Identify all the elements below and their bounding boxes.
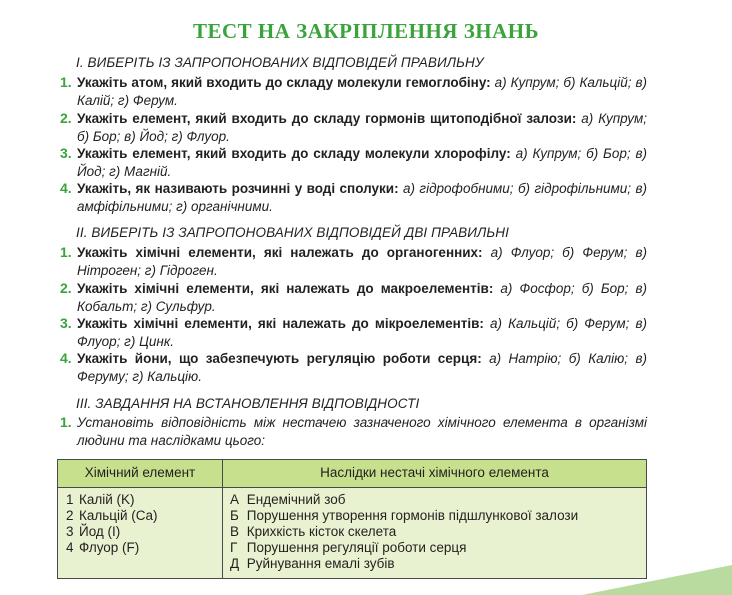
row-key: Д — [230, 556, 240, 571]
question-text — [77, 280, 647, 316]
row-key: А — [230, 492, 240, 507]
question-number: 3. — [60, 145, 72, 161]
question-text — [77, 350, 647, 386]
question-prompt: Укажіть йони, що забезпечують регуляцію роботи серця: — [77, 351, 482, 366]
table-row — [230, 524, 578, 540]
row-text: Крихкість кісток скелета — [246, 524, 397, 539]
row-key: 1 — [66, 492, 74, 507]
question-number: 1. — [60, 74, 72, 90]
question-text — [77, 315, 647, 351]
row-text: Ендемічний зоб — [246, 492, 346, 507]
row-key: 3 — [66, 524, 74, 539]
question-text — [77, 145, 647, 181]
row-key: В — [230, 524, 240, 539]
question-text — [77, 74, 647, 110]
row-key: 2 — [66, 508, 74, 523]
row-text: Флуор (F) — [79, 540, 140, 555]
question-number: 4. — [60, 350, 72, 366]
table-row — [66, 492, 158, 508]
question-answers: а) Фосфор; б) Бор; в) Кобальт; г) Сульфур. — [77, 281, 647, 314]
table-row — [66, 508, 158, 524]
question-answers: а) Купрум; б) Бор; в) Йод; г) Флуор. — [77, 111, 647, 144]
row-text: Порушення регуляції роботи серця — [246, 540, 467, 555]
table-row — [230, 508, 578, 524]
corner-swoosh-decoration — [582, 565, 732, 595]
section-heading-2: ІІ. ВИБЕРІТЬ ІЗ ЗАПРОПОНОВАНИХ ВІДПОВІДЕЙ ДВІ ПРАВИЛЬНІ — [76, 225, 509, 240]
table-header-elements: Хімічний елемент — [84, 465, 196, 480]
question-text — [77, 110, 647, 146]
row-text: Йод (I) — [79, 524, 121, 539]
question-answers: а) Купрум; б) Бор; в) Йод; г) Магній. — [77, 146, 647, 179]
section-heading-1: І. ВИБЕРІТЬ ІЗ ЗАПРОПОНОВАНИХ ВІДПОВІДЕЙ ПРАВИЛЬНУ — [76, 55, 484, 70]
question-prompt: Укажіть, як називають розчинні у воді сполуки: — [77, 181, 399, 196]
question-answers: а) Флуор; б) Ферум; в) Нітроген; г) Гідроген. — [77, 245, 647, 278]
row-text: Руйнування емалі зубів — [246, 556, 395, 571]
table-row — [66, 524, 158, 540]
section-heading-3: ІІІ. ЗАВДАННЯ НА ВСТАНОВЛЕННЯ ВІДПОВІДНОСТІ — [76, 396, 420, 411]
table-header-consequences: Наслідки нестачі хімічного елемента — [320, 465, 549, 480]
question-prompt: Укажіть хімічні елементи, які належать до органогенних: — [77, 245, 483, 260]
question-prompt: Укажіть елемент, який входить до складу молекули хлорофілу: — [77, 146, 511, 161]
table-row — [230, 540, 578, 556]
table-row — [230, 556, 578, 572]
question-number: 3. — [60, 315, 72, 331]
question-answers: а) Купрум; б) Кальцій; в) Калій; г) Ферум. — [77, 75, 647, 108]
consequences-column — [230, 492, 578, 572]
row-key: Г — [230, 540, 238, 555]
elements-column — [66, 492, 158, 556]
question-prompt: Укажіть хімічні елементи, які належать до мікроелементів: — [77, 316, 484, 331]
row-text: Порушення утворення гормонів підшлункової залози — [246, 508, 579, 523]
page-title: ТЕСТ НА ЗАКРІПЛЕННЯ ЗНАНЬ — [192, 19, 540, 43]
question-answers: а) Кальцій; б) Ферум; в) Флуор; г) Цинк. — [77, 316, 647, 349]
question-number: 2. — [60, 110, 72, 126]
question-answers: а) гідрофобними; б) гідрофільними; в) амфіфільними; г) органічними. — [77, 181, 647, 214]
question-number: 2. — [60, 280, 72, 296]
row-text: Калій (K) — [79, 492, 135, 507]
question-text — [77, 180, 647, 216]
question-prompt: Укажіть хімічні елементи, які належать до макроелементів: — [77, 281, 494, 296]
question-number: 1. — [60, 414, 72, 430]
table-row — [66, 540, 158, 556]
question-prompt: Укажіть елемент, який входить до складу гормонів щитоподібної залози: — [77, 111, 577, 126]
matching-table — [57, 459, 647, 579]
row-key: 4 — [66, 540, 74, 555]
question-answers: а) Натрію; б) Калію; в) Феруму; г) Кальцію. — [77, 351, 647, 384]
question-prompt: Укажіть атом, який входить до складу молекули гемоглобіну: — [77, 75, 491, 90]
row-text: Кальцій (Ca) — [79, 508, 158, 523]
question-text — [77, 414, 647, 450]
table-row — [230, 492, 578, 508]
question-answers: Установіть відповідність між нестачею зазначеного хімічного елемента в організмі людини та наслідками цього: — [77, 415, 647, 448]
row-key: Б — [230, 508, 239, 523]
question-number: 4. — [60, 180, 72, 196]
question-number: 1. — [60, 244, 72, 260]
question-text — [77, 244, 647, 280]
